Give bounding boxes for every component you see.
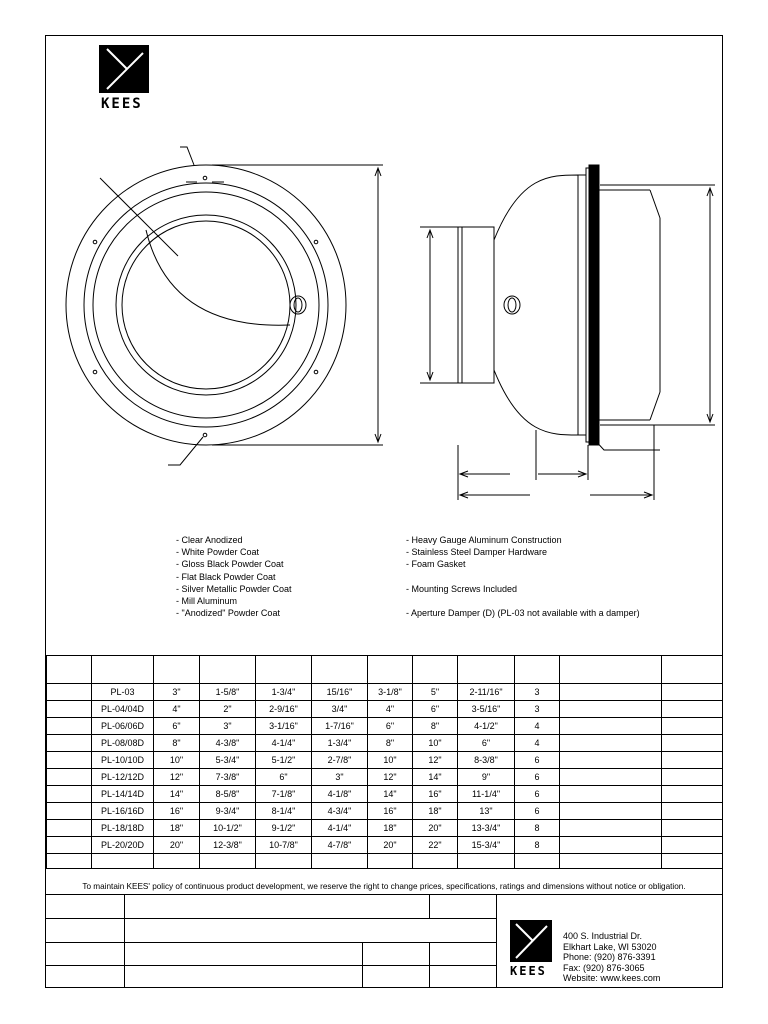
table-row: PL-12/12D 12" 7-3/8" 6" 3" 12" 14" 9" 6 [47,769,723,786]
model-cell: PL-08/08D [92,735,154,752]
model-cell: PL-04/04D [92,701,154,718]
finish-option: - Clear Anodized [176,535,243,545]
side-view-collar [458,227,494,383]
leader-gasket [592,437,660,450]
finish-option: - Mill Aluminum [176,596,238,607]
damper-blade-curve [146,230,290,325]
damper-note: - Aperture Damper (D) (PL-03 not available with a damper) [406,608,640,618]
finish-option: - Silver Metallic Powder Coat [176,583,292,594]
finish-option: - "Anodized" Powder Coat [176,608,280,619]
model-cell: PL-12/12D [92,769,154,786]
finish-option: - White Powder Coat [176,547,260,558]
table-row: PL-16/16D 16" 9-3/4" 8-1/4" 4-3/4" 16" 18" 13" 6 [47,803,723,820]
model-cell: PL-18/18D [92,820,154,837]
table-row: PL-18/18D 18" 10-1/2" 9-1/2" 4-1/4" 18" 20" 13-3/4" 8 [47,820,723,837]
side-view-dome [494,175,578,435]
model-cell: PL-03 [92,684,154,701]
table-header-row [47,656,723,684]
kees-logo-wordmark: KEES [101,96,143,112]
table-row: PL-06/06D 6" 3" 3-1/16" 1-7/16" 6" 8" 4-1/2" 4 [47,718,723,735]
kees-logo-footer [510,920,552,962]
table-row: PL-08/08D 8" 4-3/8" 4-1/4" 1-3/4" 8" 10" 6" 4 [47,735,723,752]
address-street: 400 S. Industrial Dr. [563,931,643,941]
dimension-table [46,655,723,869]
mounting-note: - Mounting Screws Included [406,584,518,594]
title-block-divider [46,894,722,895]
model-cell: PL-14/14D [92,786,154,803]
kees-logo-footer-mark [510,920,552,962]
address-phone: Phone: (920) 876-3391 [563,952,656,962]
construction-feature: - Stainless Steel Damper Hardware [406,547,548,558]
disclaimer-text: To maintain KEES' policy of continuous product development, we reserve the right to change prices, specifications, ratings and dimensions without notice or obligation. [82,882,686,891]
address-fax: Fax: (920) 876-3065 [563,962,645,973]
front-view-ring [93,192,319,418]
construction-feature: - Foam Gasket [406,559,466,570]
construction-features-list [406,534,562,571]
company-address [563,931,660,984]
damper-knob-side [504,296,520,314]
front-view-outer-flange [66,165,346,445]
finish-option: - Flat Black Powder Coat [176,571,276,582]
table-row: PL-20/20D 20" 12-3/8" 10-7/8" 4-7/8" 20" 22" 15-3/4" 8 [47,837,723,854]
front-view-aperture [116,215,296,395]
side-view-flange [578,175,586,435]
model-cell: PL-06/06D [92,718,154,735]
model-cell: PL-16/16D [92,803,154,820]
address-website: Website: www.kees.com [563,973,661,983]
table-row: PL-10/10D 10" 5-3/4" 5-1/2" 2-7/8" 10" 12" 8-3/8" 6 [47,752,723,769]
damper-knob-front [290,296,306,314]
table-row: PL-03 3" 1-5/8" 1-3/4" 15/16" 3-1/8" 5" 2-11/16" 3 [47,684,723,701]
table-row: PL-04/04D 4" 2" 2-9/16" 3/4" 4" 6" 3-5/16" 3 [47,701,723,718]
front-view-aperture-inner [122,221,290,389]
finish-option: - Gloss Black Powder Coat [176,559,284,570]
table-blank-row [47,854,723,869]
construction-feature: - Heavy Gauge Aluminum Construction [406,535,562,545]
finish-options-list [176,534,292,619]
address-city: Elkhart Lake, WI 53020 [563,941,657,952]
leader-top [180,147,194,165]
model-cell: PL-10/10D [92,752,154,769]
table-row: PL-14/14D 14" 8-5/8" 7-1/8" 4-1/8" 14" 16" 11-1/4" 6 [47,786,723,803]
front-view-flange-inner [84,183,328,427]
kees-logo-footer-wordmark: KEES [510,964,547,978]
model-cell: PL-20/20D [92,837,154,854]
